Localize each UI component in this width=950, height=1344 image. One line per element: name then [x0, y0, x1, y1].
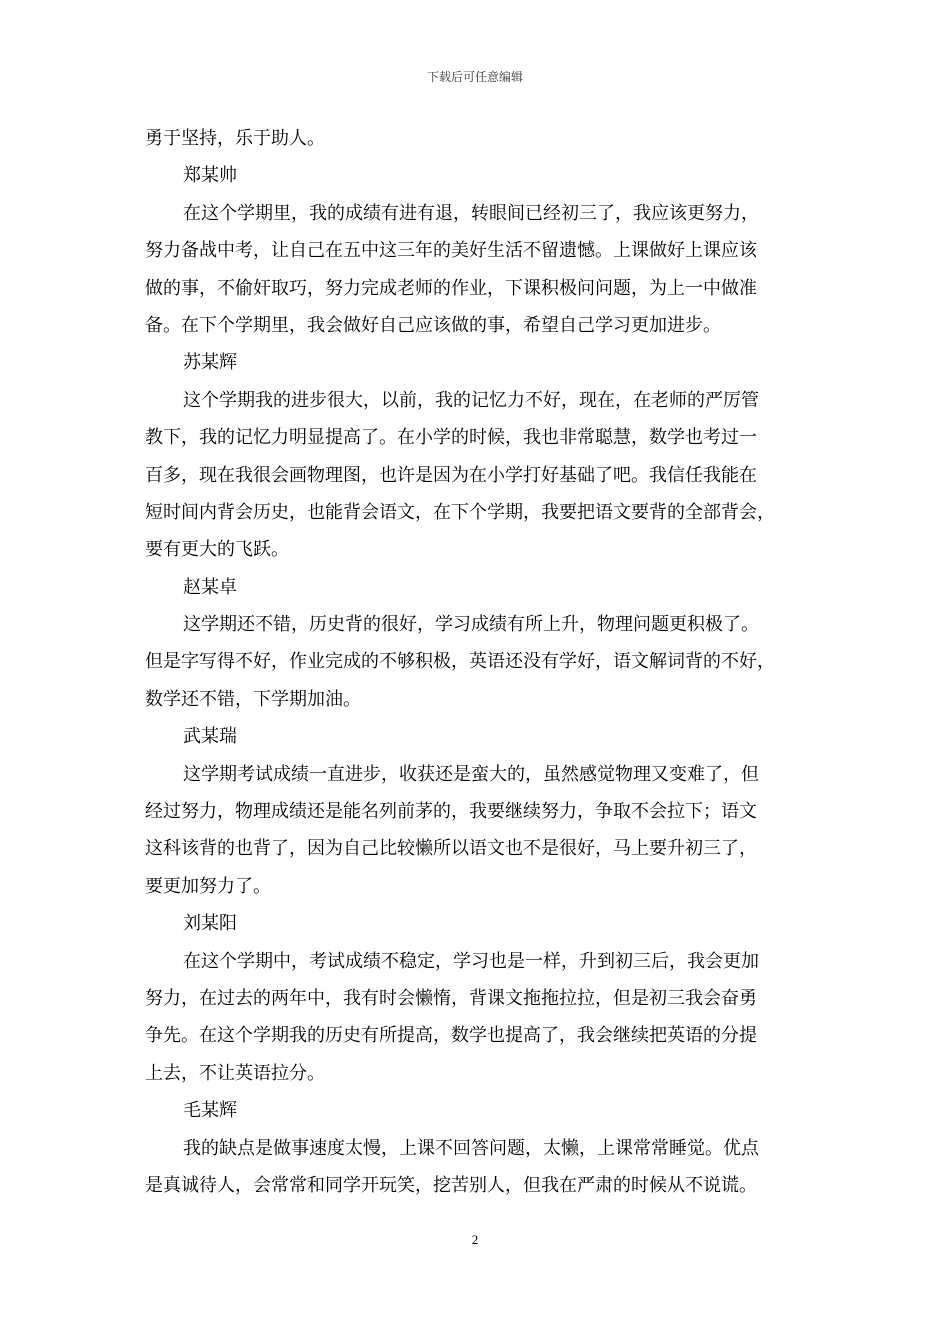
paragraph-line: 备。在下个学期里，我会做好自己应该做的事，希望自己学习更加进步。 [145, 314, 721, 336]
student-name: 武某瑞 [183, 726, 237, 748]
paragraph-line: 是真诚待人，会常常和同学开玩笑，挖苦别人，但我在严肃的时候从不说谎。 [145, 1174, 757, 1196]
paragraph-line: 争先。在这个学期我的历史有所提高，数学也提高了，我会继续把英语的分提 [145, 1025, 757, 1047]
document-body [145, 120, 817, 1204]
paragraph-line: 数学还不错，下学期加油。 [145, 688, 361, 710]
paragraph-line: 努力备战中考，让自己在五中这三年的美好生活不留遗憾。上课做好上课应该 [145, 240, 757, 262]
paragraph-line: 百多，现在我很会画物理图，也许是因为在小学打好基础了吧。我信任我能在 [145, 464, 757, 486]
student-name: 毛某辉 [183, 1100, 237, 1122]
paragraph-line: 这科该背的也背了，因为自己比较懒所以语文也不是很好，马上要升初三了， [145, 838, 757, 860]
paragraph-line: 但是字写得不好，作业完成的不够积极，英语还没有学好，语文解词背的不好， [145, 651, 775, 673]
student-name: 苏某辉 [183, 352, 237, 374]
paragraph-line: 努力，在过去的两年中，我有时会懒惰，背课文拖拖拉拉，但是初三我会奋勇 [145, 987, 757, 1009]
paragraph-line: 这学期还不错，历史背的很好，学习成绩有所上升，物理问题更积极了。 [183, 614, 759, 636]
text-line: 勇于坚持，乐于助人。 [145, 128, 325, 149]
paragraph-line: 做的事，不偷奸取巧，努力完成老师的作业，下课积极问问题，为上一中做准 [145, 277, 757, 299]
paragraph-line: 这学期考试成绩一直进步，收获还是蛮大的，虽然感觉物理又变难了，但 [183, 763, 759, 785]
student-name: 刘某阳 [183, 913, 237, 935]
paragraph-line: 教下，我的记忆力明显提高了。在小学的时候，我也非常聪慧，数学也考过一 [145, 427, 757, 449]
paragraph-line: 短时间内背会历史，也能背会语文，在下个学期，我要把语文要背的全部背会， [145, 501, 775, 523]
paragraph-line: 我的缺点是做事速度太慢，上课不回答问题，太懒，上课常常睡觉。优点 [183, 1137, 759, 1159]
student-name: 郑某帅 [183, 165, 237, 187]
paragraph-line: 经过努力，物理成绩还是能名列前茅的，我要继续努力，争取不会拉下；语文 [145, 801, 757, 823]
paragraph-line: 要有更大的飞跃。 [145, 539, 289, 561]
paragraph-line: 在这个学期中，考试成绩不稳定，学习也是一样，升到初三后，我会更加 [183, 950, 759, 972]
paragraph-line: 在这个学期里，我的成绩有进有退，转眼间已经初三了，我应该更努力， [183, 202, 759, 224]
student-name: 赵某卓 [183, 576, 237, 598]
paragraph-line: 这个学期我的进步很大，以前，我的记忆力不好，现在，在老师的严厉管 [183, 389, 759, 411]
paragraph-line: 要更加努力了。 [145, 875, 271, 897]
paragraph-line: 上去，不让英语拉分。 [145, 1062, 325, 1084]
page-header: 下载后可任意编辑 [426, 70, 523, 84]
page-number: 2 [471, 1232, 479, 1247]
